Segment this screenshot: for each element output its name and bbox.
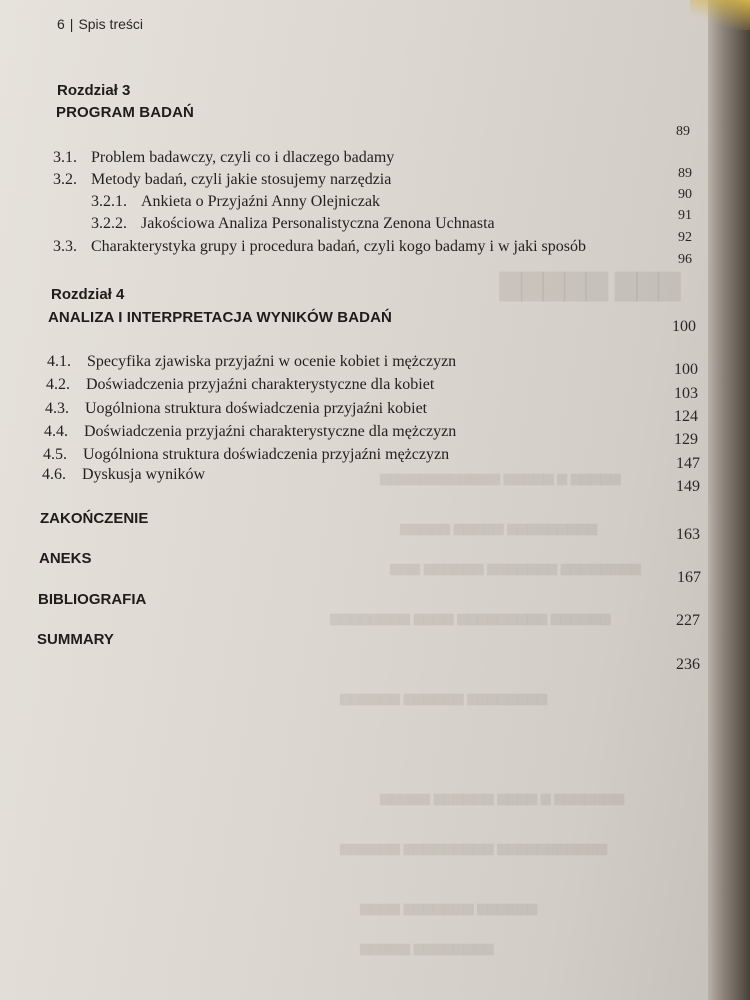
section-aneks: ANEKS [39,550,92,567]
next-page-edge [708,0,750,1000]
toc-entry-number: 4.1. [47,353,71,370]
toc-entry-4-4 [44,423,456,441]
toc-entry-text: Specyfika zjawiska przyjaźni w ocenie kobiet i mężczyzn [87,353,457,370]
bleed-through-line: ▆▆▆▆▆▆▆▆ ▆▆▆▆▆▆ ▆▆▆▆▆▆ [340,690,548,705]
running-header [57,16,143,32]
toc-entry-page: 124 [674,408,698,425]
page-number: 6 [57,16,65,32]
toc-entry-page: 149 [676,478,700,495]
toc-entry-page: 129 [674,431,698,448]
section-bibliografia: BIBLIOGRAFIA [38,591,147,608]
toc-entry-page: 100 [674,361,698,378]
chapter-4-label: Rozdział 4 [51,286,125,303]
chapter-3-title: PROGRAM BADAŃ [56,104,194,121]
section-summary: SUMMARY [37,631,114,648]
toc-entry-text: Doświadczenia przyjaźni charakterystyczne dla mężczyzn [84,423,457,440]
toc-entry-text: Doświadczenia przyjaźni charakterystyczne dla kobiet [86,376,435,393]
toc-entry-4-6 [42,466,205,484]
bleed-through-line: ▆▆▆▆▆▆▆▆▆ ▆▆▆▆▆ ▆▆▆▆▆ [400,520,598,535]
bleed-through-line: ▆▆▆▆▆▆ ▆▆▆▆▆▆▆ ▆▆▆▆ [360,900,538,915]
chapter-4-page: 100 [672,318,696,335]
toc-entry-3-2-2 [91,215,495,233]
toc-entry-3-1 [53,149,394,167]
toc-entry-page: 147 [676,455,700,472]
toc-entry-4-1 [47,353,456,371]
bleed-through-heading: ▇▇▇ ▇▇▇▇▇ [500,269,681,300]
toc-entry-4-2 [46,376,434,394]
chapter-3-label: Rozdział 3 [57,82,131,99]
header-separator: | [69,16,74,32]
section-zakonczenie: ZAKOŃCZENIE [40,510,149,527]
bleed-through-line: ▆▆▆▆▆▆▆▆ ▆▆▆▆▆▆▆ ▆▆▆▆▆▆ ▆▆▆ [390,560,641,575]
toc-entry-text: Ankieta o Przyjaźni Anny Olejniczak [141,193,381,210]
bleed-through-line: ▆▆▆▆▆ ▆ ▆▆▆▆▆ ▆▆▆▆▆▆▆▆▆▆▆▆ [380,470,621,485]
toc-entry-text: Charakterystyka grupy i procedura badań, czyli kogo badamy i w jaki sposób [91,238,586,255]
bleed-through-line: ▆▆▆▆▆▆▆▆▆▆▆ ▆▆▆▆▆▆▆▆▆ ▆▆▆▆▆▆ [340,840,608,855]
toc-entry-4-5 [43,446,449,464]
toc-entry-3-3 [53,238,586,256]
toc-entry-4-3 [45,400,427,418]
light-glare [690,0,750,30]
toc-entry-number: 3.2.1. [91,193,127,210]
toc-entry-number: 4.2. [46,376,70,393]
toc-entry-number: 3.1. [53,149,77,166]
toc-entry-text: Metody badań, czyli jakie stosujemy narzędzia [91,171,392,188]
chapter-4-title: ANALIZA I INTERPRETACJA WYNIKÓW BADAŃ [48,309,392,326]
toc-entry-page: 103 [674,385,698,402]
toc-entry-number: 3.2.2. [91,215,127,232]
toc-entry-number: 3.3. [53,238,77,255]
toc-entry-text: Dyskusja wyników [82,466,206,483]
toc-entry-text: Problem badawczy, czyli co i dlaczego badamy [91,149,395,166]
toc-entry-page: 96 [678,252,692,267]
bleed-through-line: ▆▆▆▆▆▆▆▆ ▆▆▆▆▆ [360,940,494,955]
chapter-3-page: 89 [676,124,690,139]
toc-entry-number: 4.3. [45,400,69,417]
toc-entry-3-2-1 [91,193,380,211]
toc-entry-number: 3.2. [53,171,77,188]
toc-entry-number: 4.5. [43,446,67,463]
toc-entry-text: Jakościowa Analiza Personalistyczna Zenona Uchnasta [141,215,495,232]
section-summary-page: 236 [676,656,700,673]
toc-entry-text: Uogólniona struktura doświadczenia przyjaźni mężczyzn [83,446,450,463]
toc-entry-number: 4.6. [42,466,66,483]
toc-entry-page: 89 [678,166,692,181]
bleed-through-line: ▆▆▆▆▆▆ ▆▆▆▆▆▆▆▆▆ ▆▆▆▆ ▆▆▆▆▆▆▆▆ [330,610,611,625]
toc-entry-3-2 [53,171,391,189]
toc-entry-text: Uogólniona struktura doświadczenia przyjaźni kobiet [85,400,428,417]
section-aneks-page: 167 [677,569,701,586]
toc-entry-page: 90 [678,187,692,202]
header-title: Spis treści [78,16,144,32]
toc-entry-number: 4.4. [44,423,68,440]
toc-entry-page: 92 [678,230,692,245]
bleed-through-line: ▆▆▆▆▆▆▆ ▆ ▆▆▆▆ ▆▆▆▆▆▆ ▆▆▆▆▆ [380,790,625,805]
section-bibliografia-page: 227 [676,612,700,629]
toc-entry-page: 91 [678,208,692,223]
section-zakonczenie-page: 163 [676,526,700,543]
